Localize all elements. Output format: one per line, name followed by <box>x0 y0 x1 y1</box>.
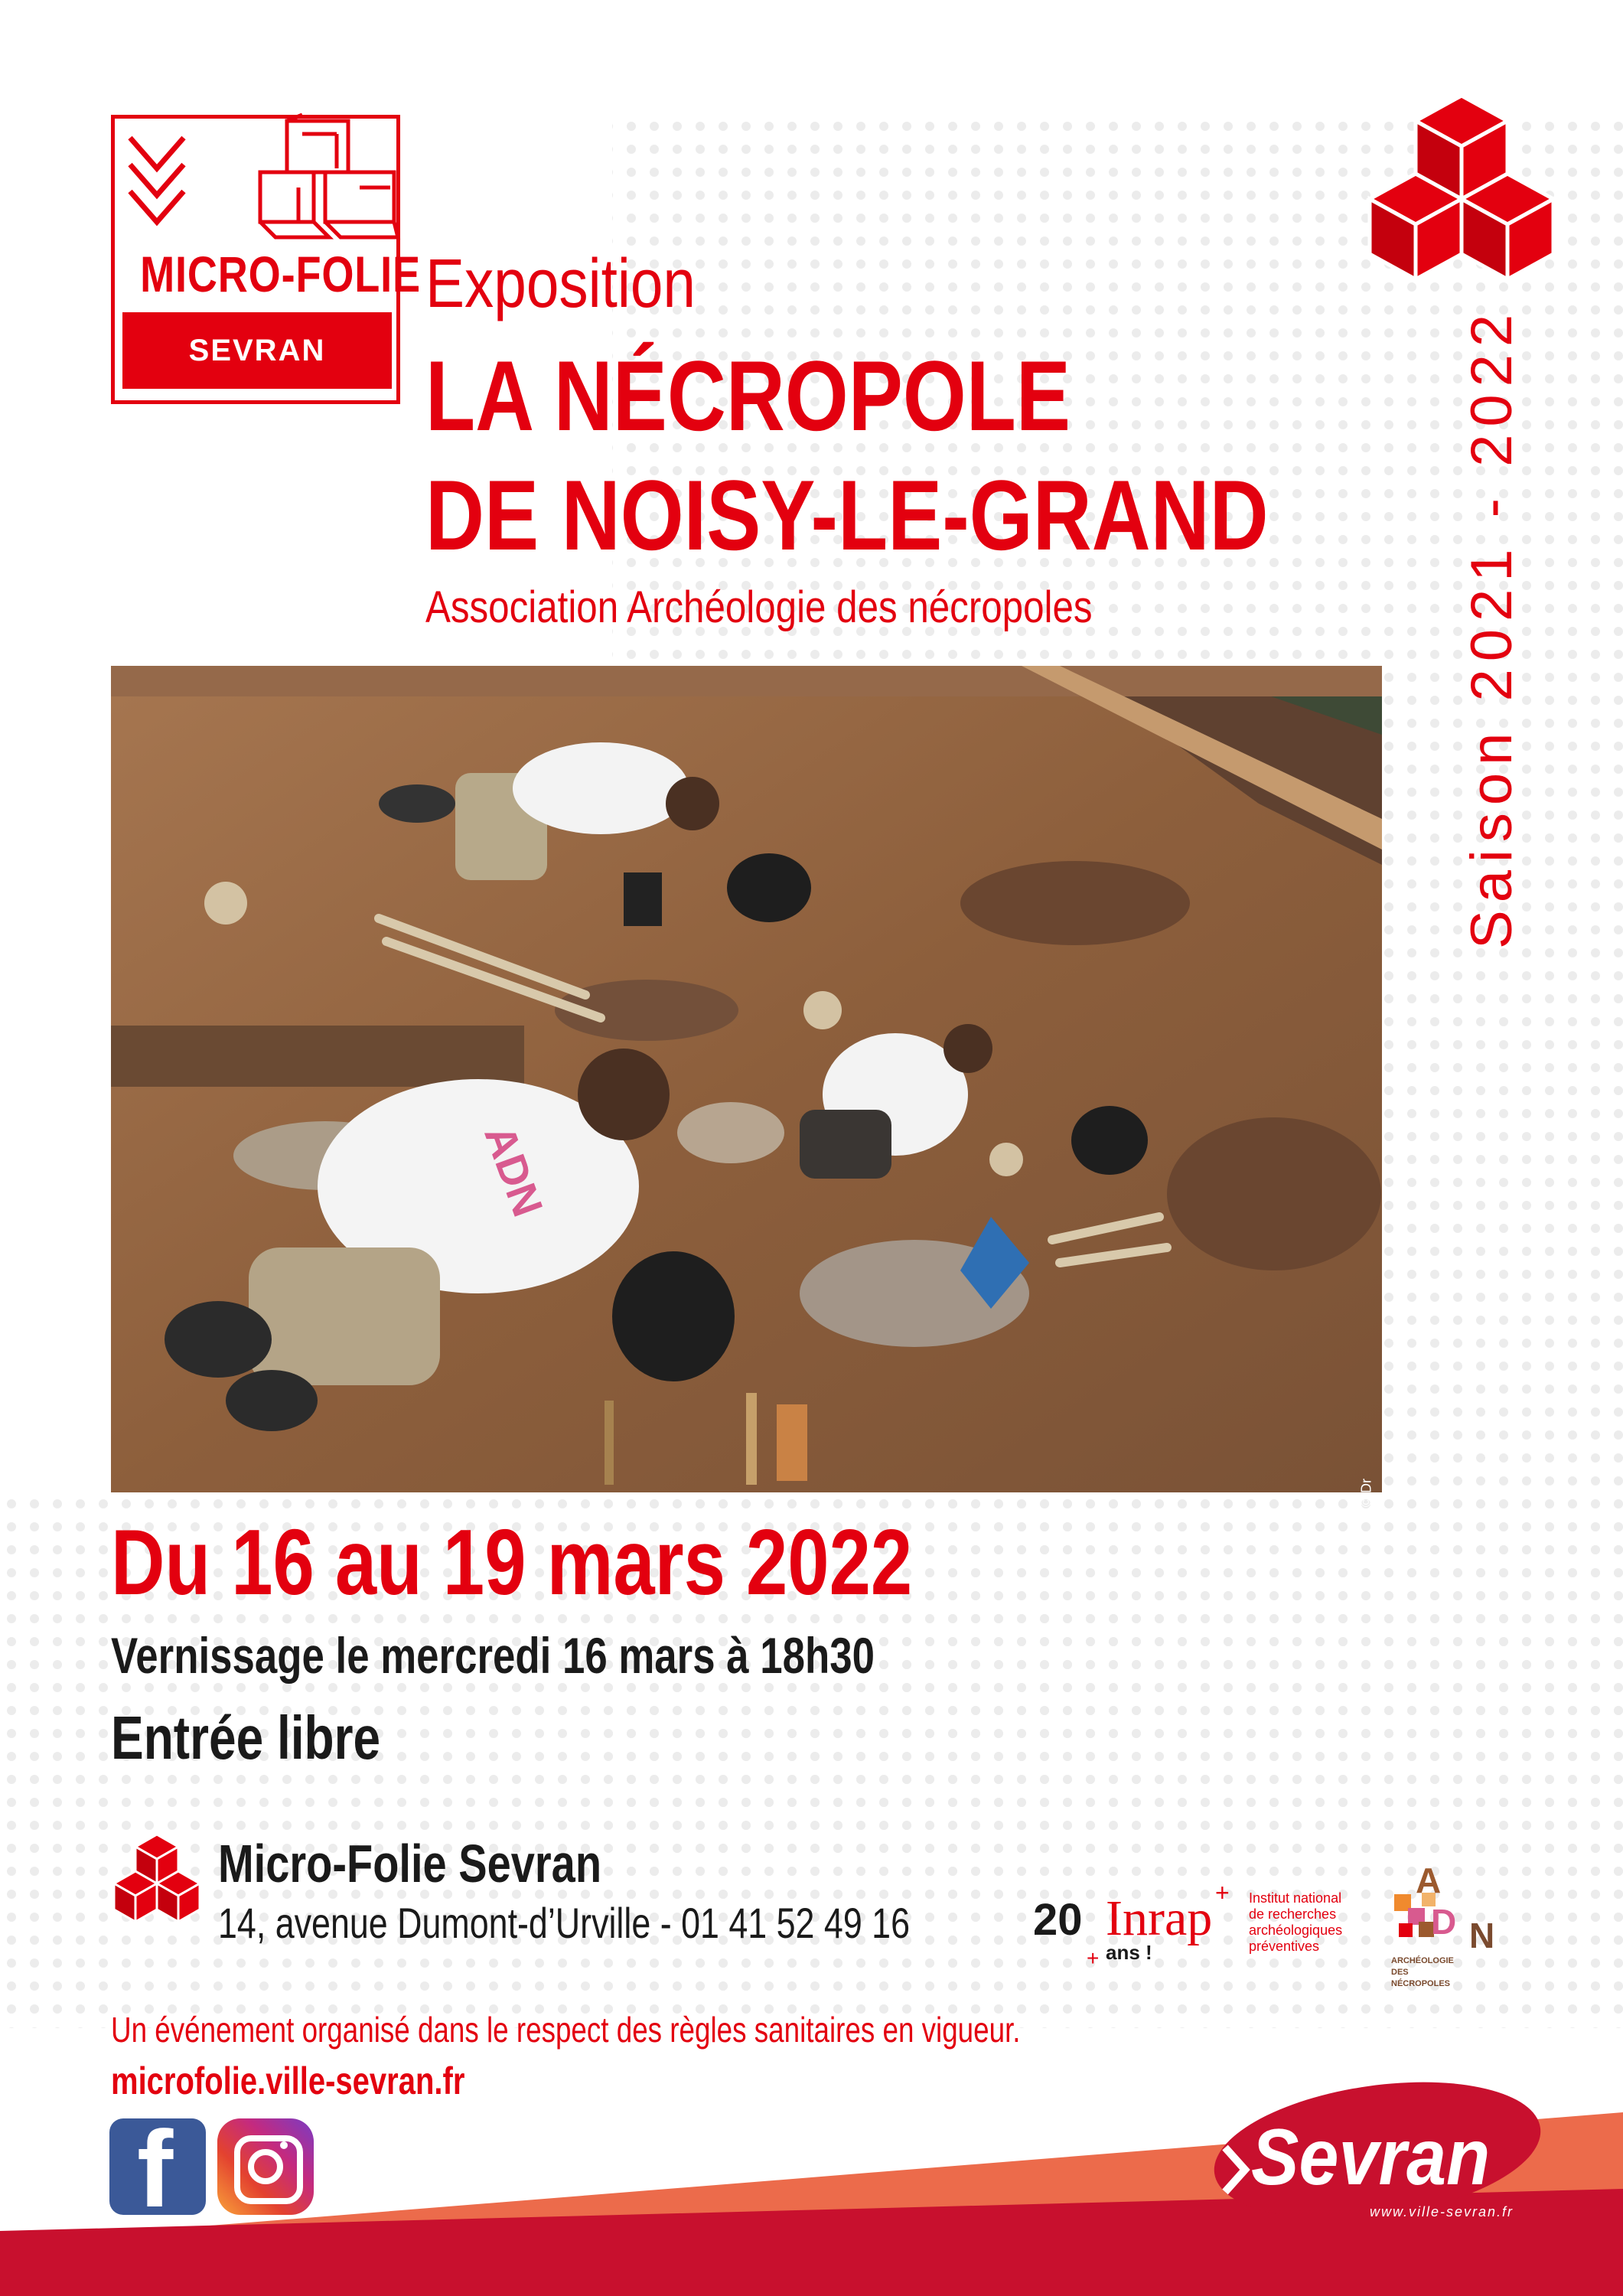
sevran-arrow-icon <box>1221 2143 1251 2197</box>
event-title-line1: LA NÉCROPOLE <box>425 340 1071 452</box>
facebook-letter: f <box>137 2108 174 2230</box>
facebook-icon[interactable] <box>109 2108 206 2230</box>
shirt-logo-text: ADN <box>475 1118 552 1223</box>
inrap-number: 20 <box>1033 1895 1083 1945</box>
entry-info: Entrée libre <box>111 1704 381 1772</box>
venue-address: 14, avenue Dumont-d’Urville - 01 41 52 49 16 <box>218 1899 911 1947</box>
adn-caption-1: ARCHÉOLOGIE <box>1391 1956 1454 1965</box>
season-text: Saison 2021 - 2022 <box>1459 306 1524 949</box>
event-dates: Du 16 au 19 mars 2022 <box>111 1510 913 1614</box>
adn-logo <box>1385 1861 1515 1998</box>
event-organizer: Association Archéologie des nécropoles <box>425 582 1093 632</box>
inrap-logo <box>1033 1879 1286 1970</box>
opening-info: Vernissage le mercredi 16 mars à 18h30 <box>111 1627 875 1684</box>
excavation-illustration <box>111 666 1382 1492</box>
event-title-line2: DE NOISY-LE-GRAND <box>425 459 1269 571</box>
inrap-suffix: ans ! <box>1106 1941 1152 1964</box>
sevran-url[interactable]: www.ville-sevran.fr <box>1370 2204 1514 2219</box>
photo-credit: © Dr <box>1358 1479 1374 1508</box>
sevran-brand: Sevran <box>1251 2113 1491 2202</box>
logo-city-band <box>122 312 392 389</box>
inrap-description: Institut national de recherches archéologiques préventives <box>1249 1890 1343 1954</box>
sanitary-notice: Un événement organisé dans le respect des règles sanitaires en vigueur. <box>111 2010 1021 2050</box>
adn-letter-d: D <box>1431 1902 1457 1942</box>
season-label <box>1416 306 1592 995</box>
instagram-icon[interactable] <box>217 2118 314 2215</box>
excavation-photo <box>111 666 1382 1508</box>
adn-letter-n: N <box>1469 1916 1495 1955</box>
adn-caption-2: DES <box>1391 1968 1409 1977</box>
plus-icon: + <box>1215 1879 1230 1906</box>
adn-caption-3: NÉCROPOLES <box>1391 1979 1451 1988</box>
adn-letter-a: A <box>1416 1861 1442 1900</box>
red-cubes-icon <box>1354 92 1569 291</box>
logo-name: MICRO-FOLIE <box>140 246 421 302</box>
inrap-name: Inrap <box>1106 1890 1213 1946</box>
website-link[interactable]: microfolie.ville-sevran.fr <box>111 2060 465 2102</box>
chevron-logo-icon <box>126 134 187 241</box>
venue-name: Micro-Folie Sevran <box>218 1834 602 1893</box>
venue-cubes-icon <box>109 1833 205 1932</box>
logo-city: SEVRAN <box>188 333 326 367</box>
event-kind: Exposition <box>425 246 696 322</box>
cubes-outline-logo-icon <box>253 115 406 253</box>
plus-icon: + <box>1087 1946 1100 1970</box>
